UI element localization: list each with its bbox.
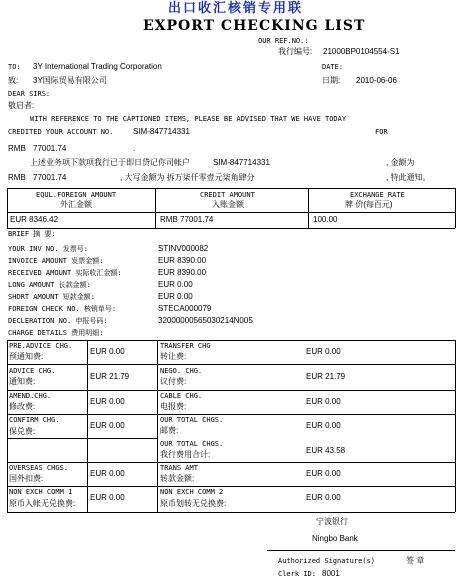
postage-chg-value: EUR 0.00 bbox=[306, 421, 341, 430]
cable-chg-value: EUR 0.00 bbox=[306, 397, 341, 406]
invoice-amount-value: EUR 8390.00 bbox=[158, 256, 207, 265]
overseas-chgs-label: OVERSEAS CHGS. bbox=[9, 464, 69, 472]
our-ref-label: OUR REF.NO.: bbox=[258, 37, 309, 45]
non-exch-comm-1-value: EUR 0.00 bbox=[90, 493, 125, 502]
inv-no-label: YOUR INV NO. 发票号: bbox=[8, 245, 89, 253]
account-number: SIM-847714331 bbox=[133, 127, 190, 136]
rmb-label: RMB bbox=[8, 144, 26, 153]
col-foreign-header-cn: 外汇金额 bbox=[60, 200, 92, 209]
transfer-chg-label: TRANSFER CHG bbox=[160, 342, 211, 350]
our-ref-cn-label: 我行编号: bbox=[278, 47, 313, 56]
transfer-chg-value: EUR 0.00 bbox=[306, 347, 341, 356]
cable-chg-cn: 电报费: bbox=[160, 402, 187, 411]
trans-amt-value: EUR 0.00 bbox=[306, 469, 341, 478]
postage-chg-cn: 邮费: bbox=[160, 426, 179, 435]
advice-chg-value: EUR 21.79 bbox=[90, 372, 130, 381]
to-cn-value: 3Y国际贸易有限公司 bbox=[33, 76, 107, 85]
to-cn-label: 致: bbox=[8, 76, 19, 85]
credited-label: CREDITED YOUR ACCOUNT NO. bbox=[8, 128, 114, 136]
transfer-chg-cn: 转让费: bbox=[160, 352, 187, 361]
pre-advice-chg-value: EUR 0.00 bbox=[90, 347, 125, 356]
received-amount-label: RECEIVED AMOUNT 实际收汇金额: bbox=[8, 269, 122, 277]
total-chgs-value: EUR 43.58 bbox=[306, 446, 346, 455]
table-divider-2 bbox=[308, 188, 309, 228]
bank-name: Ningbo Bank bbox=[312, 534, 358, 543]
charges-left-border bbox=[7, 340, 8, 512]
charges-row-line-1 bbox=[7, 364, 455, 365]
non-exch-comm-2-label: NON EXCH COMM 2 bbox=[160, 488, 224, 496]
cn-rmb-label: RMB bbox=[8, 173, 26, 182]
advice-chg-cn: 通知费: bbox=[9, 377, 36, 386]
check-no-label: FOREIGN CHECK NO. 核销单号: bbox=[8, 305, 117, 313]
declaration-no-value: 32000000565030214N005 bbox=[158, 316, 253, 325]
charges-center-divider bbox=[157, 340, 158, 512]
long-amount-label: LONG AMOUNT 长款金额: bbox=[8, 281, 91, 289]
exchange-rate-value: 100.00 bbox=[313, 215, 338, 224]
date-cn-label: 日期: bbox=[322, 76, 341, 85]
cn-notice: , 特此通知。 bbox=[386, 173, 431, 182]
cn-amount-words: , 大写金额为 拆万柒仟零壹元柒角肆分 bbox=[120, 173, 255, 182]
cn-credit-line: 上述业务项下款项我行已于即日贷记你司帐户 bbox=[30, 158, 190, 167]
table-bottom-border bbox=[7, 228, 455, 229]
confirm-chg-label: CONFIRM CHG. bbox=[9, 416, 60, 424]
short-amount-value: EUR 0.00 bbox=[158, 292, 193, 301]
charges-label-divider-left bbox=[87, 340, 88, 512]
postage-chg-label: OUR TOTAL CHGS. bbox=[160, 416, 224, 424]
total-chgs-label: OUR TOTAL CHGS. bbox=[160, 440, 224, 448]
cn-account-number: SIM-847714331 bbox=[213, 158, 270, 167]
trans-amt-cn: 转款金额: bbox=[160, 474, 195, 483]
clerk-id-value: 8001 bbox=[322, 569, 340, 578]
long-amount-value: EUR 0.00 bbox=[158, 280, 193, 289]
invoice-amount-label: INVOICE AMOUNT 发票金额: bbox=[8, 257, 104, 265]
short-amount-label: SHORT AMOUNT 短款金额: bbox=[8, 293, 96, 301]
cn-title: 出口收汇核销专用联 bbox=[168, 0, 304, 15]
amend-chg-value: EUR 0.00 bbox=[90, 397, 125, 406]
table-header-border bbox=[7, 212, 455, 213]
check-no-value: STECA000079 bbox=[158, 304, 212, 313]
overseas-chgs-cn: 国外扣费: bbox=[9, 474, 44, 483]
cn-rmb-amount: 77001.74 bbox=[33, 173, 67, 182]
reference-line: WITH REFERENCE TO THE CAPTIONED ITEMS, PLEASE BE ADVISED THAT WE HAVE TODAY bbox=[30, 115, 347, 123]
advice-chg-label: ADVICE CHG. bbox=[9, 367, 56, 375]
charges-row-line-5 bbox=[7, 462, 455, 463]
confirm-chg-cn: 保兑费: bbox=[9, 427, 36, 436]
charges-row-line-6 bbox=[7, 486, 455, 487]
table-left-border bbox=[7, 188, 8, 228]
charges-top-border bbox=[7, 340, 455, 341]
col-rate-header: EXCHANGE RATE bbox=[350, 191, 405, 199]
charges-row-line-2 bbox=[7, 390, 455, 391]
credit-amount-value: RMB 77001.74 bbox=[160, 215, 214, 224]
rmb-amount: 77001.74 bbox=[33, 144, 67, 153]
overseas-chgs-value: EUR 0.00 bbox=[90, 469, 125, 478]
non-exch-comm-2-value: EUR 0.00 bbox=[306, 493, 341, 502]
nego-chg-cn: 议付费: bbox=[160, 377, 187, 386]
greeting: DEAR SIRS: bbox=[8, 90, 51, 98]
to-value: 3Y International Trading Corporation bbox=[33, 62, 162, 71]
table-divider-1 bbox=[155, 188, 156, 228]
date-value: 2010-06-06 bbox=[356, 76, 397, 85]
non-exch-comm-1-label: NON EXCH COMM 1 bbox=[9, 488, 73, 496]
our-ref-value: 21000BP0104554-S1 bbox=[323, 47, 400, 56]
foreign-amount-value: EUR 8346.42 bbox=[10, 215, 59, 224]
non-exch-comm-2-cn: 原币划转无兑换费: bbox=[160, 499, 227, 508]
pre-advice-chg-cn: 预通知费: bbox=[9, 352, 44, 361]
signature-line bbox=[267, 550, 455, 551]
non-exch-comm-1-cn: 原币入帐无兑换费: bbox=[9, 499, 76, 508]
amend-chg-label: AMEND.CHG. bbox=[9, 392, 52, 400]
col-rate-header-cn: 牌 价(每百元) bbox=[345, 200, 393, 209]
nego-chg-label: NEGO. CHG. bbox=[160, 367, 203, 375]
date-label: DATE: bbox=[322, 63, 344, 71]
declaration-no-label: DECLERATION NO. 申报号码: bbox=[8, 317, 108, 325]
col-foreign-header: EQUL.FOREIGN AMOUNT bbox=[36, 191, 117, 199]
nego-chg-value: EUR 21.79 bbox=[306, 372, 346, 381]
table-right-border bbox=[455, 188, 456, 228]
for-label: FOR bbox=[375, 128, 388, 136]
col-credit-header-cn: 入账金额 bbox=[212, 200, 244, 209]
signature-label: Authorized Signature(s) bbox=[278, 557, 375, 565]
bank-name-cn: 宁波银行 bbox=[316, 517, 348, 526]
brief-label: BRIEF 摘 要: bbox=[8, 230, 56, 238]
charges-bottom-border bbox=[7, 512, 455, 513]
period-mark: . bbox=[133, 144, 136, 153]
page-title: EXPORT CHECKING LIST bbox=[143, 18, 366, 34]
pre-advice-chg-label: PRE.ADVICE CHG. bbox=[9, 342, 73, 350]
to-label: TO: bbox=[8, 63, 21, 71]
inv-no-value: STINV000082 bbox=[158, 244, 209, 253]
amend-chg-cn: 修改费: bbox=[9, 402, 36, 411]
clerk-id-label: Clerk ID: bbox=[278, 570, 316, 578]
total-chgs-cn: 我行费用合计: bbox=[160, 450, 211, 459]
cable-chg-label: CABLE CHG. bbox=[160, 392, 203, 400]
charges-right-border bbox=[455, 340, 456, 512]
cn-amount-label: , 金额为 bbox=[386, 158, 415, 167]
table-top-border bbox=[7, 188, 455, 189]
signature-cn-label: 签 章 bbox=[406, 556, 425, 565]
confirm-chg-value: EUR 0.00 bbox=[90, 421, 125, 430]
col-credit-header: CREDIT AMOUNT bbox=[200, 191, 255, 199]
charge-details-label: CHARGE DETAILS 费用明细: bbox=[8, 329, 104, 337]
received-amount-value: EUR 8390.00 bbox=[158, 268, 207, 277]
charges-row-line-4 bbox=[7, 438, 157, 439]
trans-amt-label: TRANS AMT bbox=[160, 464, 198, 472]
charges-row-line-3 bbox=[7, 414, 455, 415]
greeting-cn: 敬启者: bbox=[8, 101, 35, 110]
